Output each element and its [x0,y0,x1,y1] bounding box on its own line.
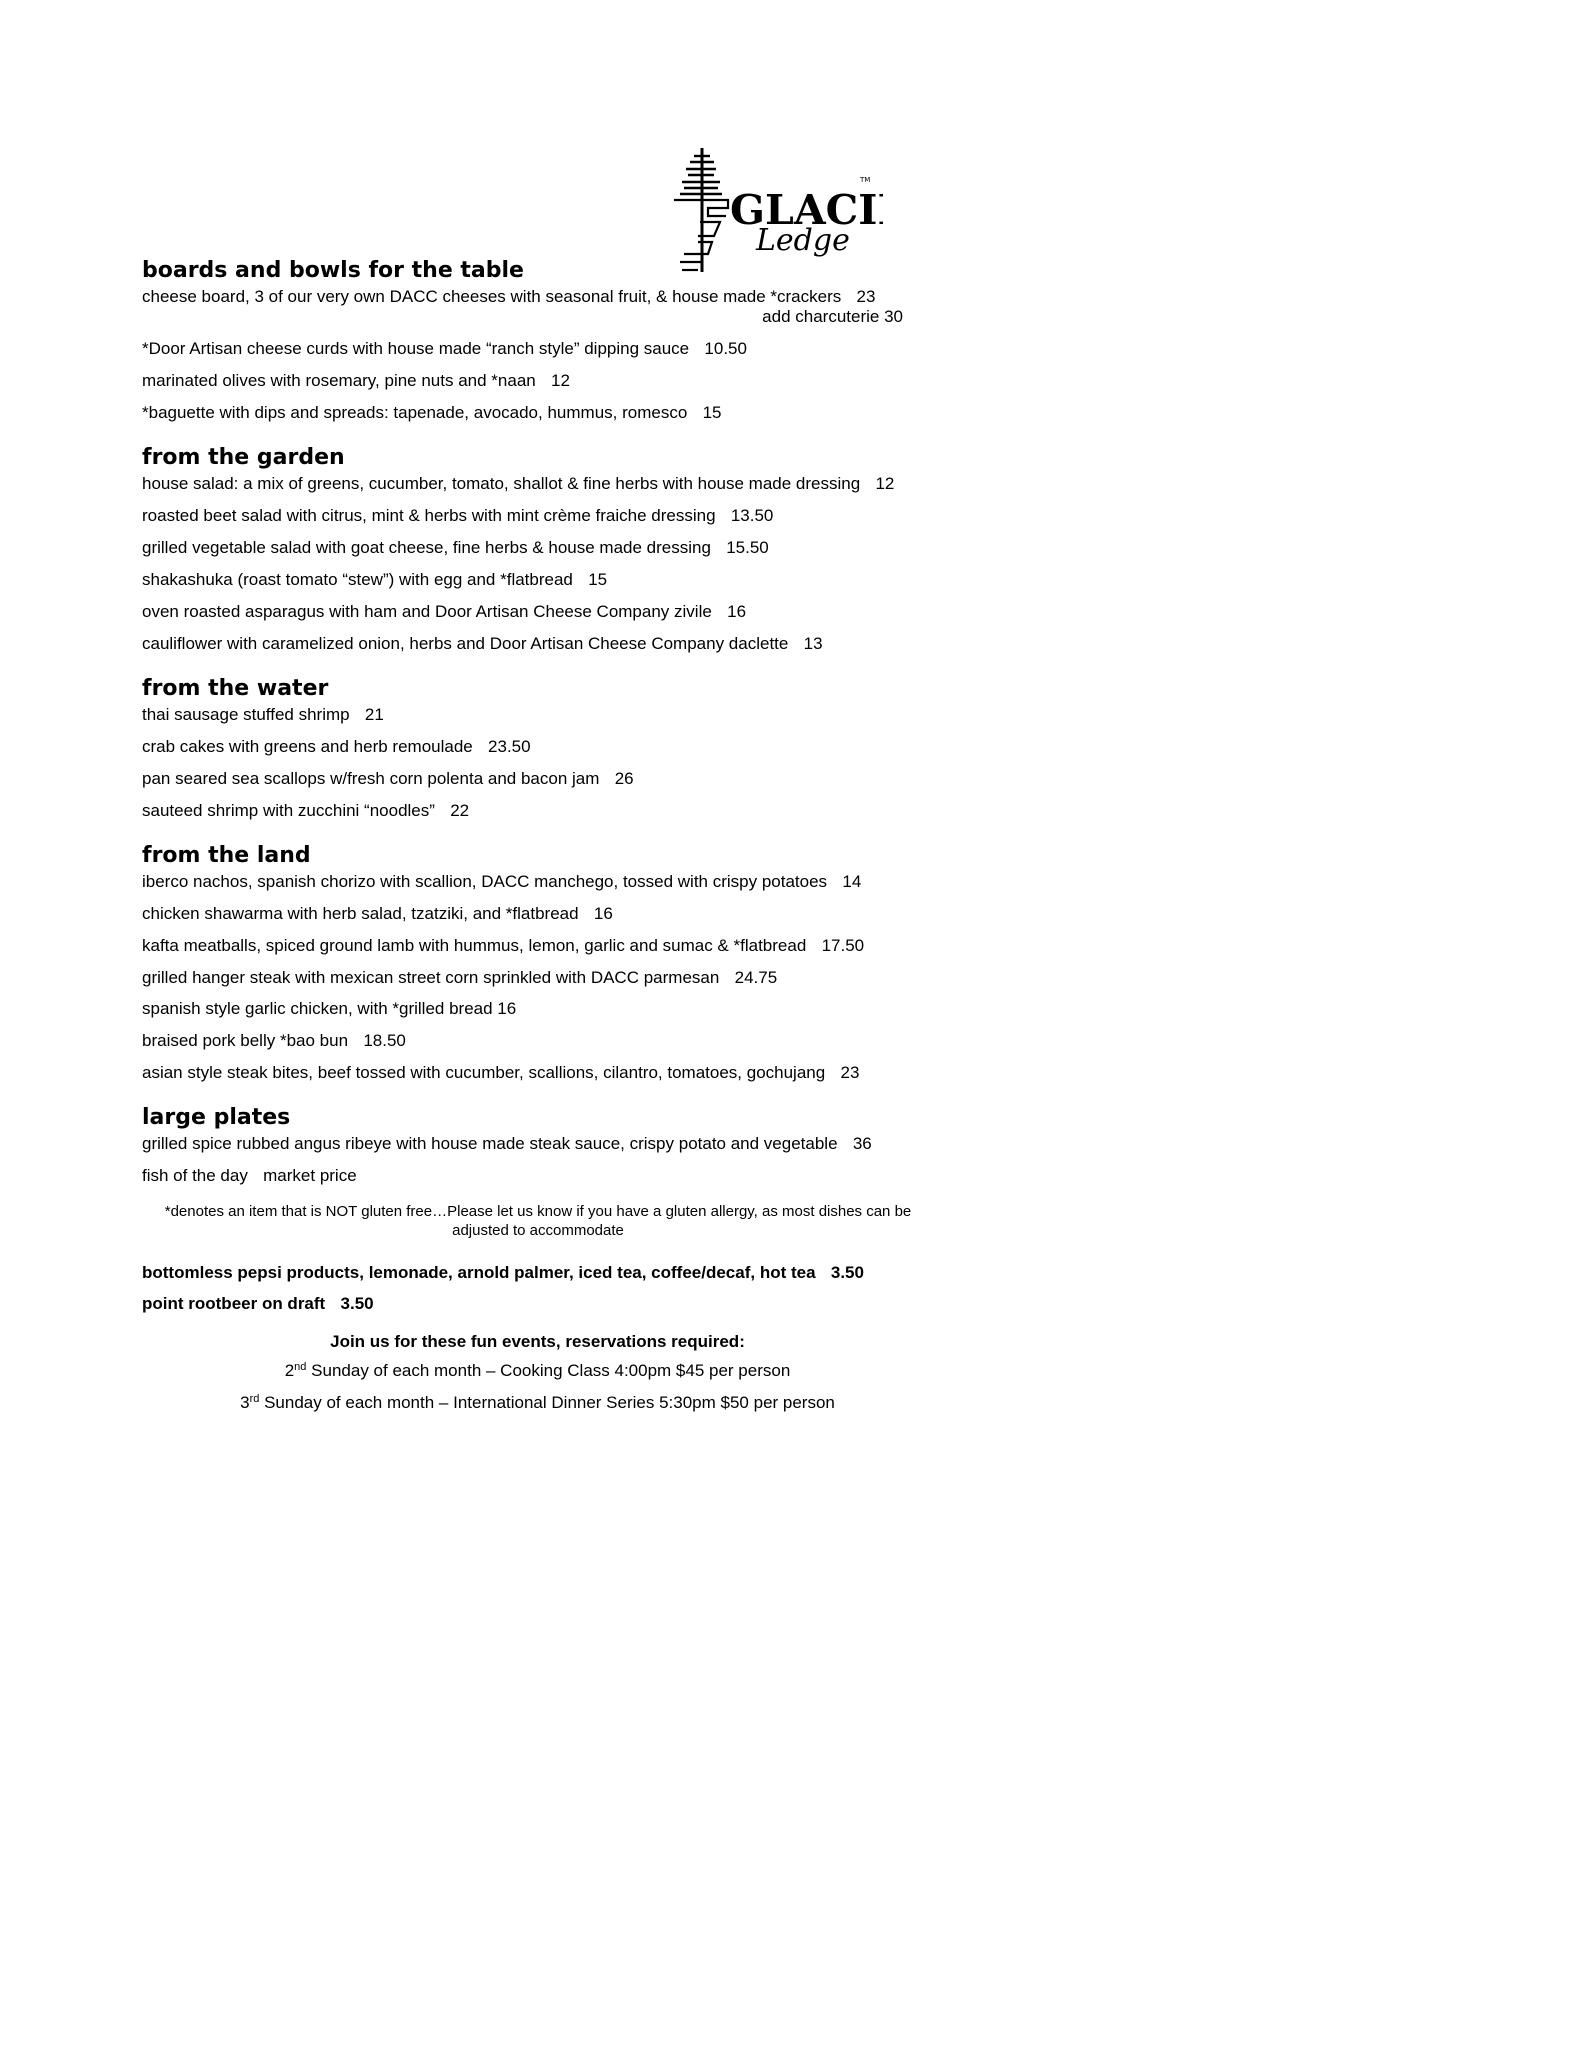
item-text: shakashuka (roast tomato “stew”) with egg and *flatbread [142,570,573,589]
item-text: marinated olives with rosemary, pine nuts and *naan [142,371,536,390]
gluten-note: *denotes an item that is NOT gluten free…Please let us know if you have a gluten allergy, as most dishes can be adjusted to accommodate [164,1203,912,1239]
item-text: oven roasted asparagus with ham and Door Artisan Cheese Company zivile [142,602,712,621]
item-text: pan seared sea scallops w/fresh corn polenta and bacon jam [142,769,600,788]
item-price: 15 [588,570,608,589]
section-title-land: from the land [142,843,311,868]
menu-item [142,340,747,357]
menu-item [142,969,777,986]
tree-logo-icon [668,142,883,277]
item-text: kafta meatballs, spiced ground lamb with hummus, lemon, garlic and sumac & *flatbread [142,936,807,955]
item-price: 15 [702,403,722,422]
item-text: grilled vegetable salad with goat cheese, fine herbs & house made dressing [142,538,711,557]
menu-item [142,802,469,819]
event-ordinal-suffix: nd [294,1361,307,1373]
item-text: thai sausage stuffed shrimp [142,705,350,724]
item-text: roasted beet salad with citrus, mint & herbs with mint crème fraiche dressing [142,506,716,525]
event-line [0,1362,1075,1379]
item-text: *baguette with dips and spreads: tapenade, avocado, hummus, romesco [142,403,688,422]
menu-item [142,571,607,588]
item-price: 12 [875,474,895,493]
item-price: 23 [856,287,876,306]
item-price: 21 [364,705,384,724]
menu-item [142,1032,406,1049]
item-price: 17.50 [821,936,865,955]
menu-item [142,738,531,755]
menu-item [142,770,634,787]
event-text: Sunday of each month – Cooking Class 4:00pm $45 per person [311,1361,791,1380]
event-text: Sunday of each month – International Dinner Series 5:30pm $50 per person [264,1393,835,1412]
item-text: asian style steak bites, beef tossed with cucumber, scallions, cilantro, tomatoes, gochujang [142,1063,826,1082]
item-text: cauliflower with caramelized onion, herbs and Door Artisan Cheese Company daclette [142,634,789,653]
event-ordinal: 2 [284,1361,295,1380]
item-text: iberco nachos, spanish chorizo with scallion, DACC manchego, tossed with crispy potatoes [142,872,828,891]
item-price: 23 [840,1063,860,1082]
item-price: 16 [593,904,613,923]
menu-item [142,1167,357,1184]
item-price: 18.50 [363,1031,406,1050]
menu-item [142,937,864,954]
item-text: house salad: a mix of greens, cucumber, tomato, shallot & fine herbs with house made dressing [142,474,861,493]
drink-item [142,1264,864,1281]
drink-item [142,1295,374,1312]
item-price: 16 [727,602,747,621]
section-title-garden: from the garden [142,445,345,470]
glacier-ledge-logo [668,142,883,277]
item-text: fish of the day [142,1166,248,1185]
svg-text:TM: TM [860,176,871,184]
event-ordinal: 3 [240,1393,250,1412]
drink-text: bottomless pepsi products, lemonade, arnold palmer, iced tea, coffee/decaf, hot tea [142,1263,816,1282]
item-price: market price [263,1166,357,1185]
menu-item [142,1135,872,1152]
menu-item [142,603,746,620]
item-price: 22 [450,801,470,820]
item-price: 14 [842,872,862,891]
menu-item [142,539,769,556]
item-price: 13 [803,634,823,653]
drink-price: 3.50 [340,1294,374,1313]
section-title-water: from the water [142,676,329,701]
svg-text:GLACIER: GLACI [730,186,878,234]
item-price: 13.50 [730,506,774,525]
item-text: chicken shawarma with herb salad, tzatziki, and *flatbread [142,904,579,923]
item-price: 24.75 [734,968,778,987]
event-ordinal-suffix: rd [249,1393,260,1405]
section-title-boards: boards and bowls for the table [142,258,524,283]
event-line [0,1394,1075,1411]
svg-text:Ledge: Ledge [756,223,850,258]
menu-item [142,475,894,492]
menu-item [142,507,773,524]
menu-item [142,1064,859,1081]
item-price: 12 [551,371,570,390]
menu-item [142,1000,516,1017]
item-text: braised pork belly *bao bun [142,1031,349,1050]
item-text: grilled hanger steak with mexican street corn sprinkled with DACC parmesan [142,968,720,987]
item-price: 26 [614,769,634,788]
add-on-note: add charcuterie 30 [762,307,903,326]
menu-item [142,635,823,652]
menu-item [142,288,875,305]
menu-item [142,905,613,922]
item-text: grilled spice rubbed angus ribeye with house made steak sauce, crispy potato and vegetable [142,1134,838,1153]
item-text: spanish style garlic chicken, with *grilled bread 16 [142,999,517,1018]
item-text: *Door Artisan cheese curds with house made “ranch style” dipping sauce [142,339,690,358]
drink-price: 3.50 [830,1263,864,1282]
menu-item [142,404,722,421]
drink-text: point rootbeer on draft [142,1294,326,1313]
item-price: 23.50 [488,737,531,756]
item-text: cheese board, 3 of our very own DACC cheeses with seasonal fruit, & house made *crackers [142,287,842,306]
item-price: 36 [852,1134,872,1153]
menu-item [142,873,861,890]
item-price: 10.50 [704,339,747,358]
item-price: 15.50 [726,538,769,557]
section-title-large-plates: large plates [142,1105,291,1130]
item-text: crab cakes with greens and herb remoulade [142,737,473,756]
item-text: sauteed shrimp with zucchini “noodles” [142,801,435,820]
events-heading: Join us for these fun events, reservations required: [330,1332,745,1351]
menu-item [142,706,384,723]
menu-item [142,372,570,389]
